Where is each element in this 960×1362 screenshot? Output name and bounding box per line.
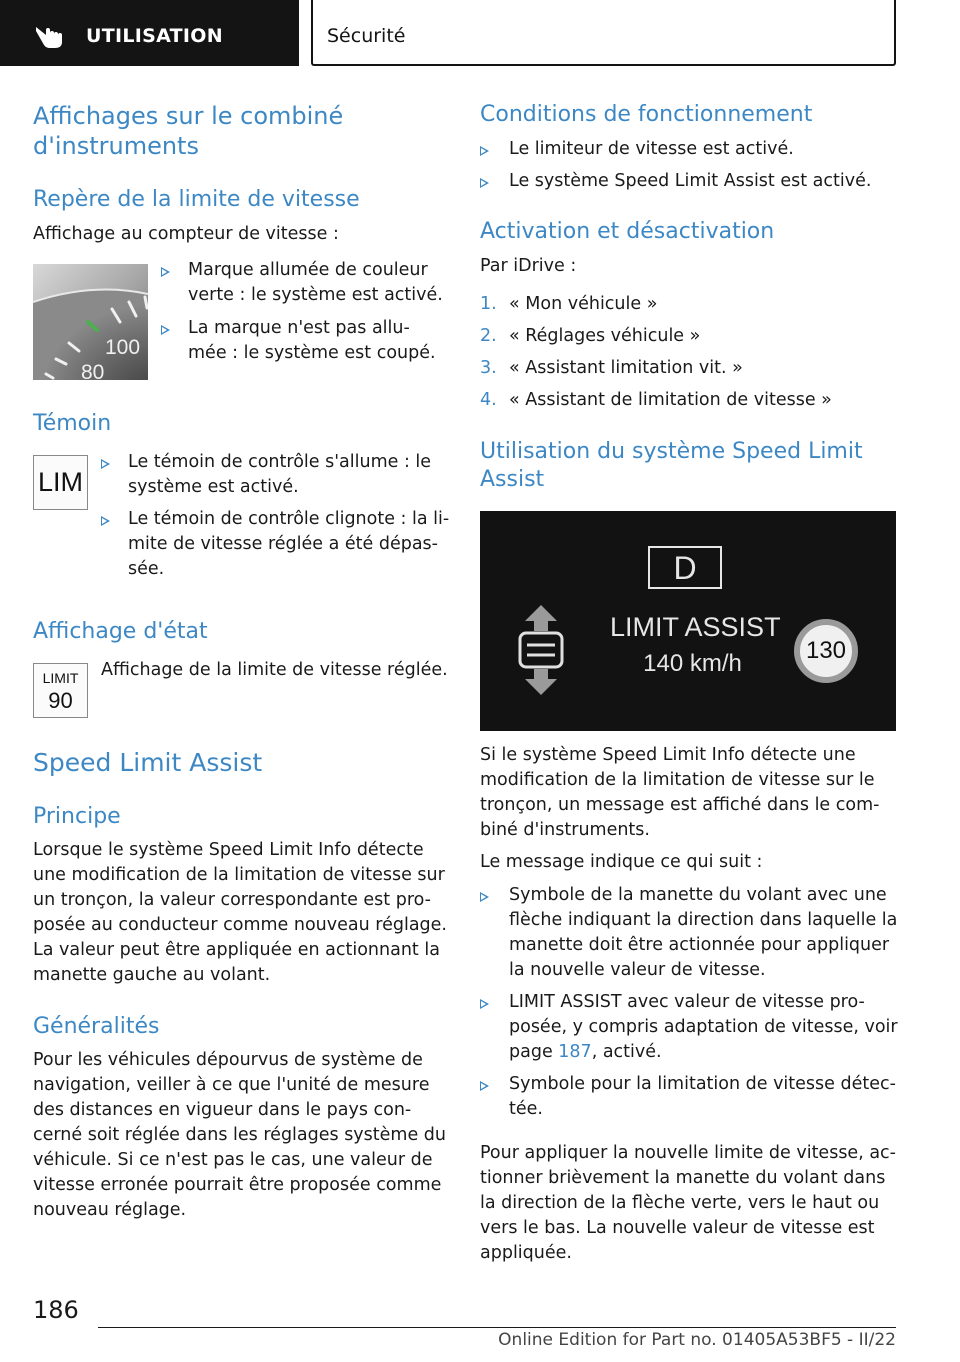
text-line: La valeur peut être appliquée en actionnant la — [33, 940, 440, 960]
triangle-bullet-icon — [101, 516, 110, 526]
bullet-line — [509, 1040, 900, 1065]
limit-assist-display-image — [480, 511, 896, 731]
heading-generalites: Généralités — [33, 1014, 160, 1039]
gear-label: D — [673, 550, 697, 586]
bullet-line: Symbole de la manette du volant avec une — [509, 885, 887, 905]
step-number: 2. — [480, 326, 497, 346]
list-item — [101, 507, 453, 582]
heading-temoin: Témoin — [33, 411, 112, 436]
list-item — [161, 316, 451, 366]
list-item — [161, 258, 451, 308]
lim-icon-label: LIM — [37, 467, 83, 497]
heading-affichage-etat: Affichage d'état — [33, 619, 208, 644]
triangle-bullet-icon — [101, 459, 110, 469]
text-line: Pour les véhicules dépourvus de système de — [33, 1050, 423, 1070]
text-line: appliquée. — [480, 1243, 572, 1263]
bullet-line: LIMIT ASSIST avec valeur de vitesse pro- — [509, 992, 865, 1012]
bullet-line: posée, y compris adaptation de vitesse, voir — [509, 1017, 898, 1037]
bullet-line: flèche indiquant la direction dans laquelle la — [509, 910, 898, 930]
text-line: posée au conducteur comme nouveau réglage. — [33, 915, 447, 935]
bullet-line: sée. — [128, 559, 165, 579]
paragraph-principe — [33, 838, 453, 988]
hand-pointer-icon — [34, 23, 68, 49]
section-label: UTILISATION — [86, 25, 223, 47]
paragraph-appliquer — [480, 1141, 900, 1266]
paragraph-detection — [480, 743, 900, 843]
bullet-line: manette doit être actionnée pour appliquer — [509, 935, 890, 955]
page-header — [0, 0, 960, 66]
list-item — [480, 137, 896, 162]
speed-limit-sign-value: 130 — [805, 637, 847, 664]
bullet-line: mite de vitesse réglée a été dépas- — [128, 534, 438, 554]
list-item — [480, 1072, 900, 1122]
triangle-bullet-icon — [161, 325, 170, 335]
text-line: véhicule. Si ce n'est pas le cas, une valeur de — [33, 1150, 433, 1170]
speedometer-gauge-image — [33, 264, 148, 380]
bullet-line: Le témoin de contrôle s'allume : le — [128, 452, 432, 472]
triangle-bullet-icon — [480, 892, 489, 902]
text-line: vers le bas. La nouvelle valeur de vitesse est — [480, 1218, 875, 1238]
gauge-label-80: 80 — [81, 361, 105, 380]
gear-indicator — [648, 546, 722, 589]
text-line: une modification de la limitation de vitesse sur — [33, 865, 445, 885]
heading-repere: Repère de la limite de vitesse — [33, 187, 360, 212]
text-line: un tronçon, la valeur correspondante est pro- — [33, 890, 431, 910]
limit-assist-title: LIMIT ASSIST — [610, 612, 781, 642]
triangle-bullet-icon — [480, 1081, 489, 1091]
triangle-bullet-icon — [480, 178, 489, 188]
step-text: « Assistant de limitation de vitesse » — [509, 390, 832, 410]
limit-icon-label: LIMIT — [42, 670, 79, 686]
limit-icon-value: 90 — [48, 688, 73, 713]
bullet-line: Marque allumée de couleur — [188, 260, 428, 280]
text-line: Lorsque le système Speed Limit Info détecte — [33, 840, 424, 860]
heading-activation: Activation et désactivation — [480, 219, 775, 244]
text-line: cerné soit réglée dans les réglages système du — [33, 1125, 446, 1145]
text-line: Si le système Speed Limit Info détecte une — [480, 745, 856, 765]
title-line: d'instruments — [33, 132, 199, 160]
bullet-line: la nouvelle valeur de vitesse. — [509, 960, 766, 980]
text-line: la direction de la flèche verte, vers le haut ou — [480, 1193, 880, 1213]
heading-conditions: Conditions de fonctionnement — [480, 102, 813, 127]
text-affichage-compteur: Affichage au compteur de vitesse : — [33, 224, 339, 244]
limit-status-icon — [33, 663, 88, 718]
step-number: 4. — [480, 390, 497, 410]
step-text: « Mon véhicule » — [509, 294, 658, 314]
bullet-line: système est activé. — [128, 477, 299, 497]
heading-utilisation — [480, 438, 863, 494]
step-number: 1. — [480, 294, 497, 314]
lim-indicator-icon — [33, 455, 88, 510]
text-message-indique: Le message indique ce qui suit : — [480, 852, 763, 872]
section-title-affichages — [33, 101, 343, 161]
section-tab — [0, 0, 299, 66]
gauge-label-100: 100 — [105, 336, 141, 359]
list-item — [480, 990, 900, 1065]
text-fragment: page — [509, 1042, 559, 1062]
text-affichage-limite: Affichage de la limite de vitesse réglée. — [101, 660, 448, 680]
text-line: vitesse erronée pourrait être proposée comme — [33, 1175, 442, 1195]
triangle-bullet-icon — [480, 146, 489, 156]
bullet-line: verte : le système est activé. — [188, 285, 443, 305]
text-line: nouveau réglage. — [33, 1200, 187, 1220]
page-link[interactable]: 187 — [558, 1042, 592, 1062]
chapter-label: Sécurité — [327, 25, 406, 47]
step-text: « Réglages véhicule » — [509, 326, 701, 346]
bullet-line: mée : le système est coupé. — [188, 343, 436, 363]
section-title-speed-limit-assist: Speed Limit Assist — [33, 748, 263, 777]
bullet-line: Symbole pour la limitation de vitesse détec- — [509, 1074, 896, 1094]
text-fragment: , activé. — [591, 1042, 662, 1062]
title-line: Assist — [480, 467, 545, 492]
text-line: navigation, veiller à ce que l'unité de mesure — [33, 1075, 430, 1095]
text-line: manette gauche au volant. — [33, 965, 271, 985]
paragraph-generalites — [33, 1048, 453, 1223]
list-item — [480, 883, 900, 983]
chapter-tab — [311, 0, 896, 66]
page-number: 186 — [33, 1296, 79, 1324]
text-par-idrive: Par iDrive : — [480, 256, 577, 276]
step-text: « Assistant limitation vit. » — [509, 358, 743, 378]
speed-limit-sign-icon — [794, 619, 858, 683]
text-line: biné d'instruments. — [480, 820, 650, 840]
proposed-speed: 140 km/h — [643, 650, 742, 677]
steering-lever-arrows-icon — [514, 603, 568, 697]
text-line: modification de la limitation de vitesse sur le — [480, 770, 875, 790]
bullet-line: La marque n'est pas allu- — [188, 318, 410, 338]
list-item — [101, 450, 453, 500]
bullet-line: Le système Speed Limit Assist est activé. — [509, 171, 872, 191]
edition-info: Online Edition for Part no. 01405A53BF5 - II/22 — [498, 1330, 896, 1350]
title-line: Affichages sur le combiné — [33, 102, 344, 130]
text-line: des distances en vigueur dans le pays con- — [33, 1100, 412, 1120]
list-item — [480, 169, 896, 194]
triangle-bullet-icon — [480, 999, 489, 1009]
bullet-line: tée. — [509, 1099, 543, 1119]
text-line: tronçon, un message est affiché dans le com- — [480, 795, 880, 815]
step-number: 3. — [480, 358, 497, 378]
heading-principe: Principe — [33, 804, 121, 829]
bullet-line: Le témoin de contrôle clignote : la li- — [128, 509, 450, 529]
bullet-line: Le limiteur de vitesse est activé. — [509, 139, 794, 159]
text-line: Pour appliquer la nouvelle limite de vitesse, ac- — [480, 1143, 896, 1163]
footer-divider — [98, 1327, 896, 1328]
text-line: tionner brièvement la manette du volant dans — [480, 1168, 886, 1188]
triangle-bullet-icon — [161, 267, 170, 277]
title-line: Utilisation du système Speed Limit — [480, 439, 863, 464]
